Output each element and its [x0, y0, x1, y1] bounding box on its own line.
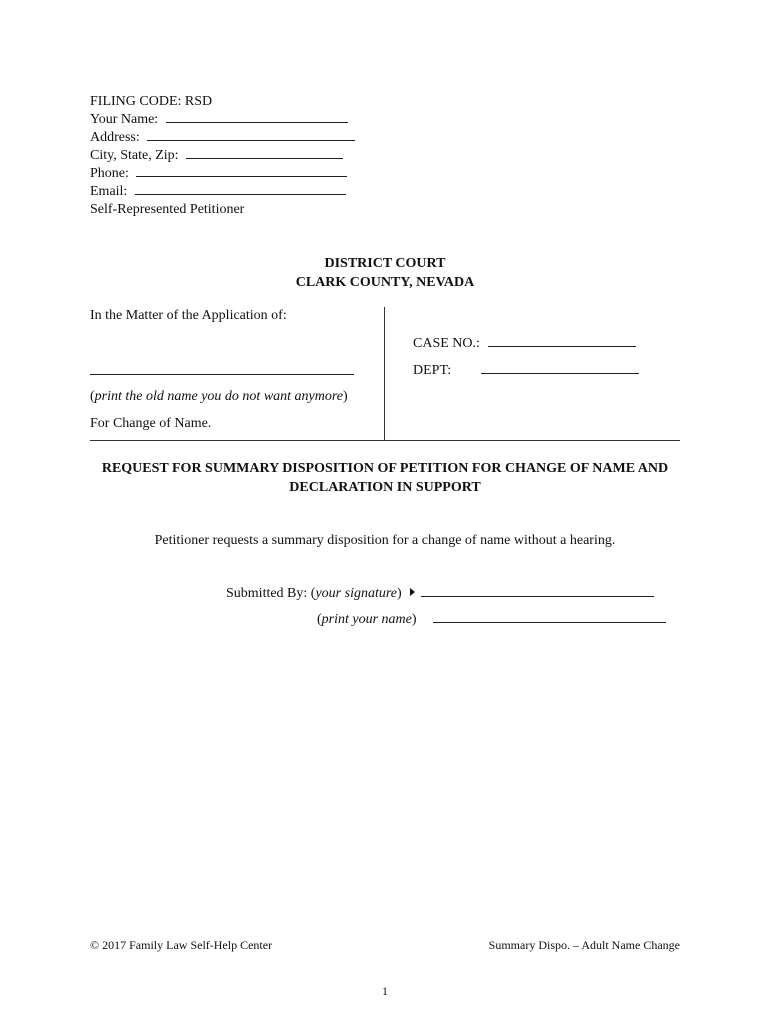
footer-copyright: © 2017 Family Law Self-Help Center: [90, 938, 273, 952]
caption-horizontal-divider: [90, 440, 680, 441]
address-label: Address:: [90, 130, 140, 145]
case-no-row: [413, 336, 636, 352]
dept-row: [413, 363, 639, 379]
self-represented-label: Self-Represented Petitioner: [90, 202, 245, 217]
change-of-name-label: For Change of Name.: [90, 416, 212, 431]
city-label: City, State, Zip:: [90, 148, 179, 163]
case-no-label: CASE NO.:: [413, 336, 480, 351]
filer-info-block: [90, 93, 355, 219]
print-name-row: (print your name): [317, 612, 666, 628]
court-name: DISTRICT COURT: [324, 256, 446, 271]
address-row: [90, 129, 355, 147]
court-heading: [0, 254, 770, 292]
your-name-label: Your Name:: [90, 112, 159, 127]
old-name-field[interactable]: [90, 364, 354, 375]
old-name-hint: (print the old name you do not want anymore): [90, 389, 348, 404]
matter-label: In the Matter of the Application of:: [90, 308, 287, 323]
city-state-zip-field[interactable]: [186, 148, 343, 159]
signature-field[interactable]: [421, 586, 654, 597]
court-county: CLARK COUNTY, NEVADA: [295, 275, 475, 290]
your-name-row: [90, 111, 355, 129]
phone-field[interactable]: [136, 166, 347, 177]
dept-field[interactable]: [481, 363, 639, 374]
submitted-by-label: Submitted By:: [226, 586, 308, 601]
print-your-name-hint: print your name: [321, 612, 412, 627]
address-field[interactable]: [147, 130, 355, 141]
phone-label: Phone:: [90, 166, 129, 181]
dept-label: DEPT:: [413, 363, 452, 378]
email-row: [90, 183, 355, 201]
document-title: REQUEST FOR SUMMARY DISPOSITION OF PETITION FOR CHANGE OF NAME AND DECLARATION IN SUPPORT: [101, 461, 669, 495]
caption-vertical-divider: [384, 307, 385, 441]
your-name-field[interactable]: [166, 112, 348, 123]
email-label: Email:: [90, 184, 128, 199]
old-name-row: [90, 364, 354, 380]
your-signature-hint: your signature: [315, 586, 398, 601]
filing-code: FILING CODE: RSD: [90, 94, 213, 109]
page-number: 1: [382, 984, 388, 998]
request-statement: Petitioner requests a summary disposition for a change of name without a hearing.: [154, 533, 616, 548]
email-field[interactable]: [135, 184, 346, 195]
arrow-right-icon: [410, 588, 415, 596]
signature-row: Submitted By: (your signature): [226, 586, 654, 602]
printed-name-field[interactable]: [433, 612, 666, 623]
footer-form-name: Summary Dispo. – Adult Name Change: [488, 938, 680, 952]
city-row: [90, 147, 355, 165]
old-name-hint-text: print the old name you do not want anymore: [94, 389, 344, 404]
case-no-field[interactable]: [488, 336, 636, 347]
phone-row: [90, 165, 355, 183]
